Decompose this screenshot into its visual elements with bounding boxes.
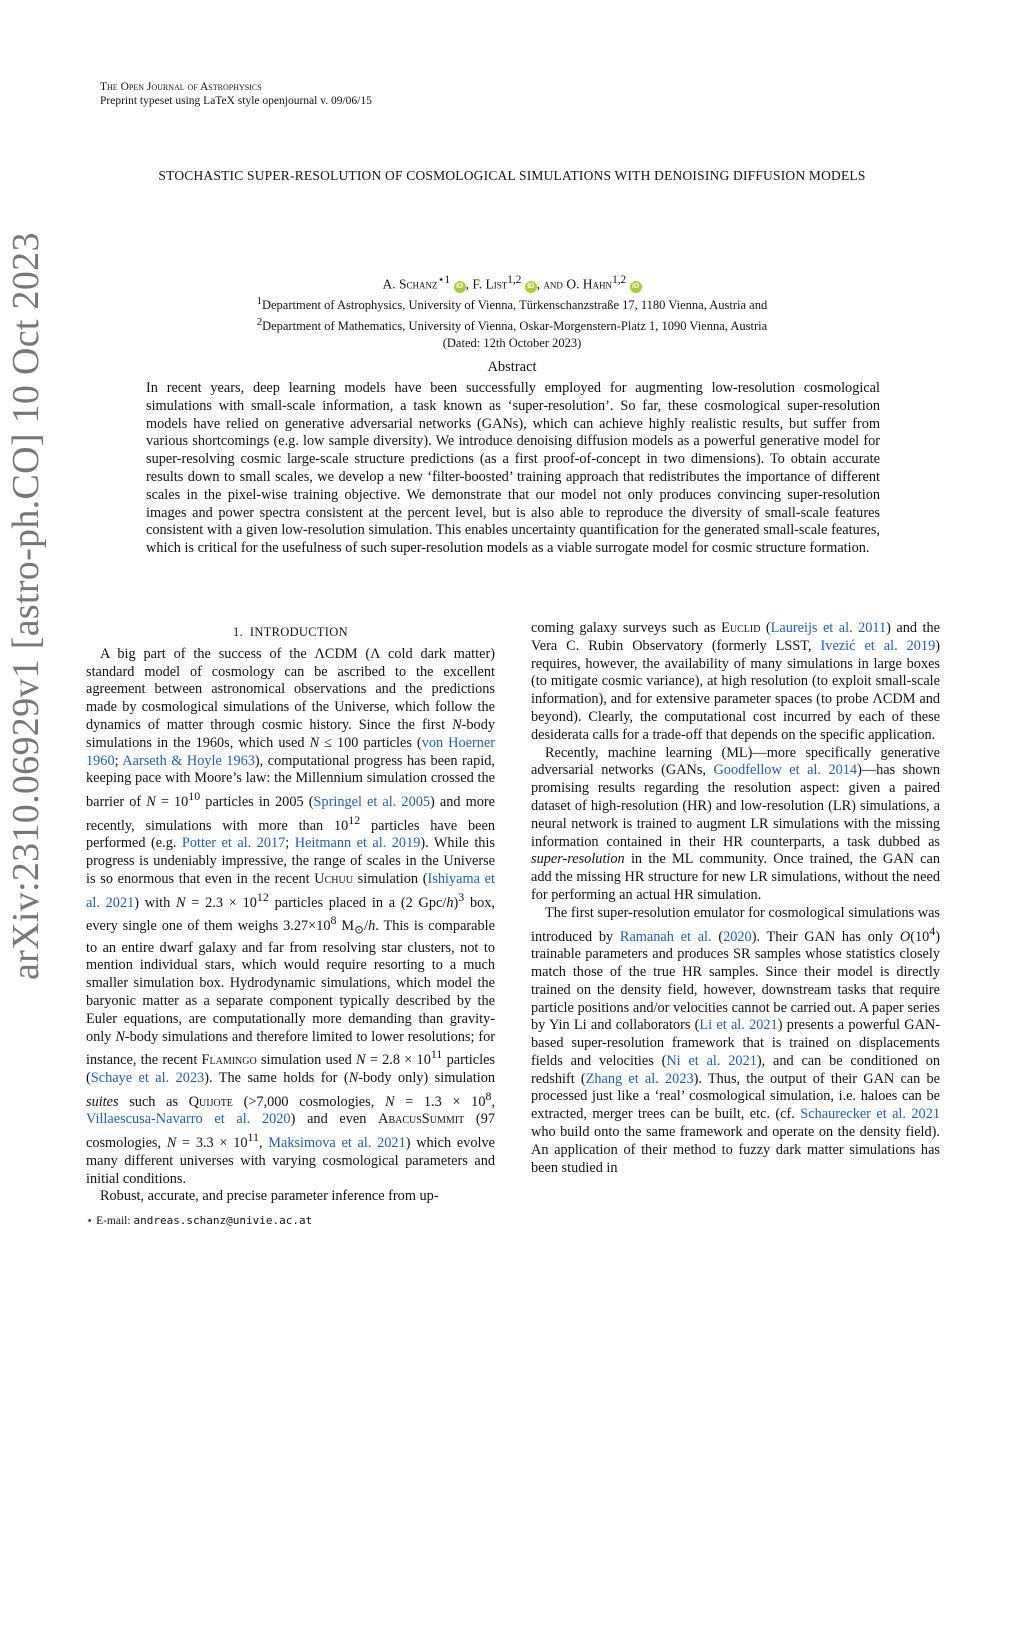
orcid-icon[interactable]: iD	[525, 281, 537, 293]
citation-link[interactable]: Heitmann et al. 2019	[294, 835, 421, 852]
author-conjunction: and	[543, 276, 563, 292]
abstract-text: In recent years, deep learning models have been successfully employed for augmenting low-resolution cosmological simulations with small-scale information, a task known as ‘super-resolution’. So far, these cosmological super-resolution models have relied on generative adversarial networks (GANs), which can achieve highly realistic results, but suffer from various shortcomings (e.g. low sample diversity). We introduce denoising diffusion models as a powerful generative model for super-resolving cosmic large-scale structure predictions (as a first proof-of-concept in two dimensions). To obtain accurate results down to small scales, we develop a new ‘filter-boosted’ training approach that redistributes the importance of different scales in the pixel-wise training objective. We demonstrate that our model not only produces convincing super-resolution images and power spectra consistent at the percent level, but is also able to reproduce the diversity of small-scale features consistent with a given low-resolution simulation. This enables uncertainty quantification for the generated small-scale features, which is critical for the usefulness of such super-resolution models as a viable surrogate model for cosmic structure formation.	[146, 380, 880, 557]
author-block	[100, 272, 924, 352]
paper-title: STOCHASTIC SUPER-RESOLUTION OF COSMOLOGICAL SIMULATIONS WITH DENOISING DIFFUSION MODELS	[158, 168, 866, 183]
citation-link[interactable]: Laureijs et al. 2011	[770, 620, 887, 636]
citation-link[interactable]: Goodfellow et al. 2014	[713, 762, 858, 779]
citation-link[interactable]: Ni et al. 2021	[666, 1052, 757, 1069]
citation-link[interactable]: Schaye et al. 2023	[90, 1070, 205, 1087]
author-line: A. Schanz$^{⋆1}$ iD , F. List$^{1,2}$ iD , and O. Hahn$^{1,2}$ iD	[100, 272, 924, 293]
right-column	[531, 620, 940, 1177]
abstract-heading: Abstract	[487, 359, 537, 375]
author-2-affil: 1,2	[507, 274, 522, 286]
arxiv-id-text: arXiv:2310.06929v1 [astro-ph.CO] 10 Oct 2023	[5, 232, 47, 980]
footnote	[86, 1213, 312, 1227]
author-3: O. Hahn	[566, 276, 613, 292]
orcid-icon[interactable]: iD	[454, 281, 466, 293]
author-2: F. List	[472, 276, 508, 292]
footnote-label: E-mail:	[96, 1215, 131, 1227]
citation-link[interactable]: 2020	[723, 928, 752, 945]
citation-link[interactable]: Ivezić et al. 2019	[820, 637, 936, 654]
journal-name: The Open Journal of Astrophysics	[100, 81, 262, 93]
email-link[interactable]: andreas.schanz@univie.ac.at	[133, 1214, 313, 1227]
author-1-affil: ⋆1	[437, 274, 451, 286]
author-1: A. Schanz	[382, 276, 438, 292]
intro-paragraph-4: The first super-resolution emulator for cosmological simulations was introduced by Ramanah et al. (2020). Their GAN has only $O(10^4)$ trainable parameters and produces SR samples whose statistics closely match those of the true HR samples. Since their model is directly trained on the density field, however, downstream tasks that require particle positions and/or velocities cannot be carried out. A paper series by Yin Li and collaborators (Li et al. 2021) presents a powerful GAN-based super-resolution framework that is trained on displacements fields and velocities (Ni et al. 2021), and can be conditioned on redshift (Zhang et al. 2023). Thus, the output of their GAN can be processed just like a ‘real’ cosmological simulation, i.e. haloes can be extracted, merger trees can be built, etc. (cf. Schaurecker et al. 2021 who build onto the same framework and operate on the density field). An application of their method to fuzzy dark matter simulations has been studied in	[531, 904, 940, 1176]
citation-link[interactable]: Springel et al. 2005	[313, 793, 431, 810]
citation-link[interactable]: Ishiyama et al. 2021	[86, 870, 495, 911]
citation-link[interactable]: Aarseth & Hoyle 1963	[122, 752, 255, 769]
author-3-affil: 1,2	[612, 274, 627, 286]
preprint-note: Preprint typeset using LaTeX style openjournal v. 09/06/15	[100, 95, 372, 107]
footnote-star: ⋆	[86, 1215, 94, 1227]
date-line: (Dated: 12th October 2023)	[442, 335, 582, 350]
affiliation-2: $^2$Department of Mathematics, University of Vienna, Oskar-Morgenstern-Platz 1, 1090 Vienna, Austria	[256, 316, 768, 333]
journal-header	[100, 80, 372, 108]
intro-paragraph-1: A big part of the success of the ΛCDM (Λ cold dark matter) standard model of cosmology can be ascribed to the excellent agreement between astronomical observations and the predictions made by cosmological simulations of the Universe, which follow the dynamics of matter through cosmic history. Since the first N-body simulations in the 1960s, which used N ≤ 100 particles (von Hoerner 1960; Aarseth & Hoyle 1963), computational progress has been rapid, keeping pace with Moore’s law: the Millennium simulation crossed the barrier of $N = 10^{10}$ particles in 2005 (Springel et al. 2005) and more recently, simulations with more than $10^{12}$ particles have been performed (e.g. Potter et al. 2017; Heitmann et al. 2019). While this progress is undeniably impressive, the range of scales in the Universe is so enormous that even in the recent Uchuu simulation (Ishiyama et al. 2021) with $N = 2.3 \times 10^{12}$ particles placed in a (2 Gpc/h)$^3$ box, every single one of them weighs $3.27\times 10^8$ $M_⊙/h$. This is comparable to an entire dwarf galaxy and far from resolving star clusters, not to mention individual stars, which would require resorting to a much smaller simulation box. Hydrodynamic simulations, which model the baryonic matter as a separate component typically described by the Euler equations, are computationally more demanding than gravity-only N-body simulations and therefore limited to lower resolutions; for instance, the recent Flamingo simulation used $N = 2.8 \times 10^{11}$ particles (Schaye et al. 2023). The same holds for (N-body only) simulation suites such as Quijote (>7,000 cosmologies, $N = 1.3 \times 10^8$, Villaescusa-Navarro et al. 2020) and even AbacusSummit (97 cosmologies, $N = 3.3 \times 10^{11}$, Maksimova et al. 2021) which evolve many different universes with varying cosmological parameters and initial conditions.	[86, 645, 496, 1187]
citation-link[interactable]: Schaurecker et al. 2021	[800, 1106, 940, 1123]
citation-link[interactable]: Ramanah et al.	[619, 928, 712, 945]
citation-link[interactable]: Maksimova et al. 2021	[268, 1134, 406, 1151]
affiliation-1: $^1$Department of Astrophysics, University of Vienna, Türkenschanzstraße 17, 1180 Vienna, Austria and	[256, 295, 768, 312]
left-column	[86, 620, 495, 1206]
section-heading: 1. INTRODUCTION	[233, 625, 348, 639]
citation-link[interactable]: von Hoerner 1960	[86, 734, 496, 769]
citation-link[interactable]: Villaescusa-Navarro et al. 2020	[86, 1111, 291, 1128]
citation-link[interactable]: Li et al. 2021	[699, 1017, 778, 1034]
arxiv-identifier-stamp	[4, 232, 74, 1640]
intro-paragraph-2: Robust, accurate, and precise parameter inference from up-	[100, 1188, 439, 1205]
citation-link[interactable]: Zhang et al. 2023	[585, 1070, 694, 1087]
citation-link[interactable]: Potter et al. 2017	[181, 835, 286, 852]
intro-paragraph-3: Recently, machine learning (ML)—more specifically generative adversarial networks (GANs, Goodfellow et al. 2014)—has shown promising results regarding the resolution aspect: given a paired dataset of high-resolution (HR) and low-resolution (LR) simulations, a neural network is trained to augment LR simulations with the missing information contained in their HR counterparts, a task dubbed as super-resolution in the ML community. Once trained, the GAN can add the missing HR structure for new LR simulations, without the need for performing an actual HR simulation.	[531, 744, 941, 903]
orcid-icon[interactable]: iD	[630, 281, 642, 293]
intro-paragraph-2-cont: coming galaxy surveys such as Euclid (Laureijs et al. 2011) and the Vera C. Rubin Observatory (formerly LSST, Ivezić et al. 2019) requires, however, the availability of many simulations in large boxes (to mitigate cosmic variance), at high resolution (to exploit small-scale information), and for extensive parameter spaces (to probe ΛCDM and beyond). Clearly, the computational cost incurred by each of these desiderata calls for a trade-off that depends on the specific application.	[531, 620, 940, 743]
